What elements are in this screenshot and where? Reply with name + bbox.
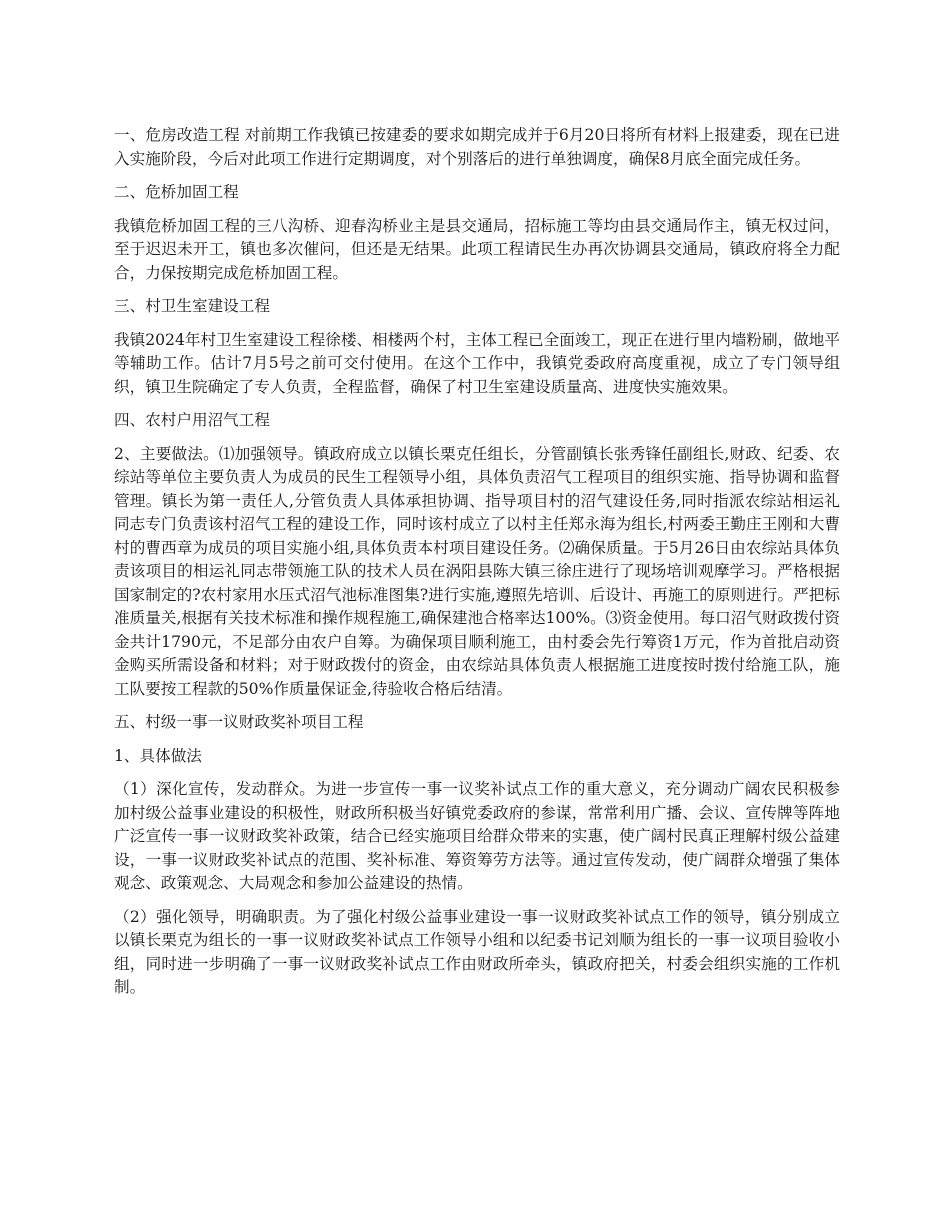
paragraph-village-clinic: 我镇2024年村卫生室建设工程徐楼、相楼两个村，主体工程已全面竣工，现正在进行里内墙粉刷，做地平等辅助工作。估计7月5号之前可交付使用。在这个工作中，我镇党委政府高度重视，成立了专门领导组织，镇卫生院确定了专人负责，全程监督，确保了村卫生室建设质量高、进度快实施效果。 [114,330,840,396]
paragraph-biogas-methods: 2、主要做法。⑴加强领导。镇政府成立以镇长栗克任组长，分管副镇长张秀锋任副组长,财政、纪委、农综站等单位主要负责人为成员的民生工程领导小组，具体负责沼气工程项目的组织实施、指导协调和监督管理。镇长为第一责任人,分管负责人具体承担协调、指导项目村的沼气建设任务,同时指派农综站相运礼同志专门负责该村沼气工程的建设工作，同时该村成立了以村主任郑永海为组长,村两委王勤庄王刚和大曹村的曹西章为成员的项目实施小组,具体负责本村项目建设任务。⑵确保质量。于5月26日由农综站具体负责该项目的相运礼同志带领施工队的技术人员在涡阳县陈大镇三徐庄进行了现场培训观摩学习。严格根据国家制定的?农村家用水压式沼气池标准图集?进行实施,遵照先培训、后设计、再施工的原则进行。严把标准质量关,根据有关技术标准和操作规程施工,确保建池合格率达100%。⑶资金使用。每口沼气财政拨付资金共计1790元，不足部分由农户自筹。为确保项目顺利施工，由村委会先行筹资1万元，作为首批启动资金购买所需设备和材料；对于财政拨付的资金，由农综站具体负责人根据施工进度按时拨付给施工队，施工队要按工程款的50%作质量保证金,待验收合格后结清。 [114,444,840,698]
paragraph-bridge-reinforcement: 我镇危桥加固工程的三八沟桥、迎春沟桥业主是县交通局，招标施工等均由县交通局作主，镇无权过问，至于迟迟未开工，镇也多次催问，但还是无结果。此项工程请民生办再次协调县交通局，镇政府将全力配合，力保按期完成危桥加固工程。 [114,216,840,282]
heading-biogas-project: 四、农村户用沼气工程 [114,411,270,429]
paragraph-housing-renovation: 一、危房改造工程 对前期工作我镇已按建委的要求如期完成并于6月20日将所有材料上报建委，现在已进入实施阶段，今后对此项工作进行定期调度，对个别落后的进行单独调度，确保8月底全面完成任务。 [114,126,840,168]
paragraph-leadership: （2）强化领导，明确职责。为了强化村级公益事业建设一事一议财政奖补试点工作的领导，镇分别成立以镇长栗克为组长的一事一议财政奖补试点工作领导小组和以纪委书记刘顺为组长的一事一议项目验收小组，同时进一步明确了一事一议财政奖补试点工作由财政所牵头，镇政府把关，村委会组织实施的工作机制。 [114,907,840,996]
heading-village-clinic: 三、村卫生室建设工程 [114,297,270,315]
heading-specific-methods: 1、具体做法 [114,746,202,765]
heading-fiscal-subsidy-project: 五、村级一事一议财政奖补项目工程 [114,713,364,731]
paragraph-publicity: （1）深化宣传，发动群众。为进一步宣传一事一议奖补试点工作的重大意义，充分调动广阔农民积极参加村级公益事业建设的积极性，财政所积极当好镇党委政府的参谋，常常利用广播、会议、宣传牌等阵地广泛宣传一事一议财政奖补政策，结合已经实施项目给群众带来的实惠，使广阔村民真正理解村级公益建设，一事一议财政奖补试点的范围、奖补标准、筹资筹劳方法等。通过宣传发动，使广阔群众增强了集体观念、政策观念、大局观念和参加公益建设的热情。 [114,780,840,892]
heading-bridge-reinforcement: 二、危桥加固工程 [114,183,239,201]
